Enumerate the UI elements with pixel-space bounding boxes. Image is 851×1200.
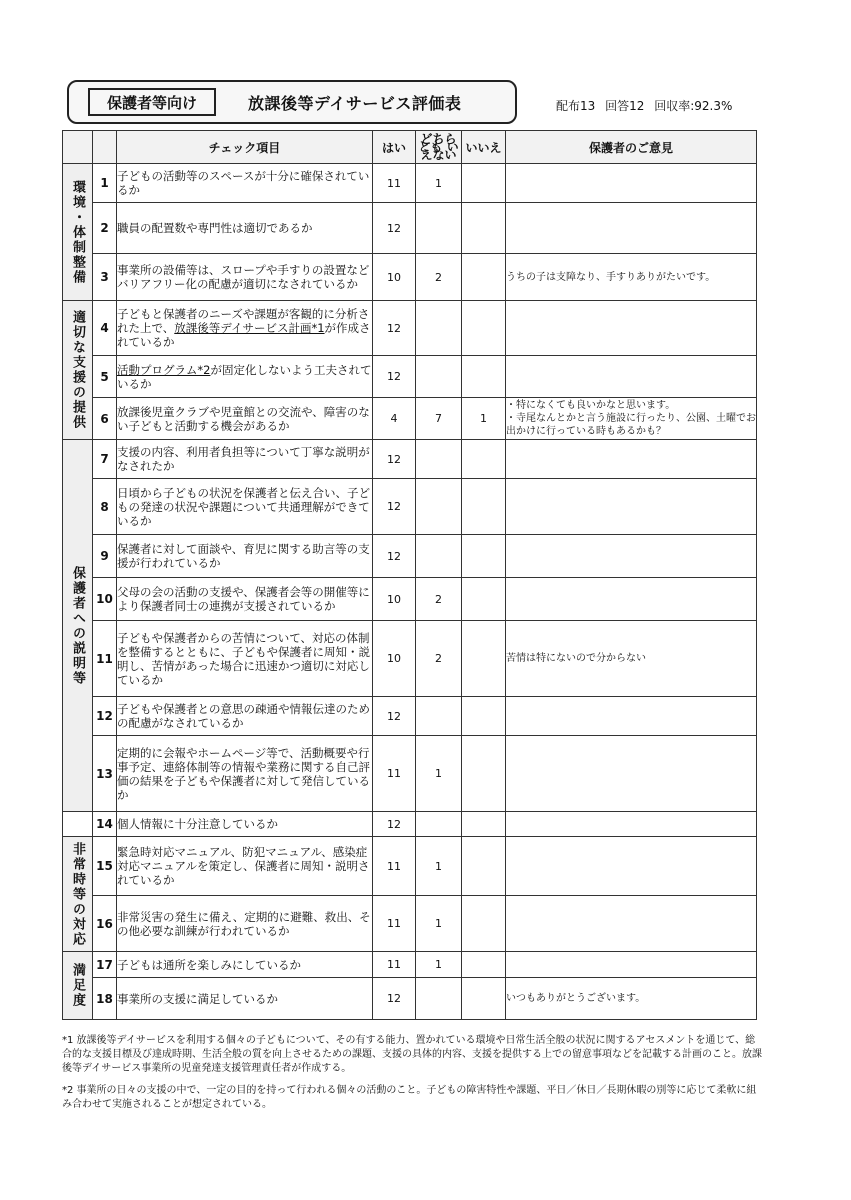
no-count: 1: [462, 398, 506, 440]
footnote-1: *1 放課後等デイサービスを利用する個々の子どもについて、その有する能力、置かれている環境や日常生活全般の状況に関するアセスメントを通じて、総合的な支援目標及び達成時期、生活全般の質を向上させるための課題、支援の具体的内容、支援を提供する上での留意事項などを記載する計画のこと。放課後等デイサービス事業所の児童発達支援管理責任者が作成する。: [62, 1035, 762, 1074]
row-number: 13: [93, 736, 117, 812]
no-count: [462, 837, 506, 896]
row-text: 父母の会の活動の支援や、保護者会等の開催等により保護者同士の連携が支援されているか: [117, 578, 373, 621]
row-number: 7: [93, 440, 117, 479]
table-row: [63, 952, 757, 978]
no-count: [462, 812, 506, 837]
no-count: [462, 479, 506, 535]
neither-count: 2: [416, 621, 462, 697]
table-row: [63, 479, 757, 535]
evaluation-table: [62, 130, 757, 1020]
table-row: [63, 837, 757, 896]
comment-cell: [506, 479, 757, 535]
yes-count: 11: [373, 736, 416, 812]
no-count: [462, 578, 506, 621]
row-text: 緊急時対応マニュアル、防犯マニュアル、感染症対応マニュアルを策定し、保護者に周知・説明されているか: [117, 837, 373, 896]
yes-count: 12: [373, 440, 416, 479]
header-blank: [63, 131, 93, 164]
row-number: 12: [93, 697, 117, 736]
table-row: [63, 621, 757, 697]
neither-count: 2: [416, 254, 462, 301]
row-text: 子どもの活動等のスペースが十分に確保されているか: [117, 164, 373, 203]
comment-cell: [506, 301, 757, 356]
no-count: [462, 952, 506, 978]
row-text: 非常災害の発生に備え、定期的に避難、救出、その他必要な訓練が行われているか: [117, 896, 373, 952]
distributed-count: 配布13: [556, 99, 596, 113]
table-row: [63, 254, 757, 301]
category-support: 適切な支援の提供: [63, 301, 93, 440]
row-text: [117, 356, 373, 398]
yes-count: 10: [373, 621, 416, 697]
row-number: 10: [93, 578, 117, 621]
row-text: 日頃から子どもの状況を保護者と伝え合い、子どもの発達の状況や課題について共通理解ができているか: [117, 479, 373, 535]
page-title: 放課後等デイサービス評価表: [248, 94, 462, 113]
yes-count: 12: [373, 812, 416, 837]
row-text: 子どもは通所を楽しみにしているか: [117, 952, 373, 978]
yes-count: 12: [373, 978, 416, 1020]
yes-count: 11: [373, 952, 416, 978]
no-count: [462, 697, 506, 736]
footnotes: [62, 1034, 762, 1120]
neither-count: 1: [416, 896, 462, 952]
yes-count: 12: [373, 356, 416, 398]
table-row: [63, 164, 757, 203]
neither-count: [416, 535, 462, 578]
row-text: 保護者に対して面談や、育児に関する助言等の支援が行われているか: [117, 535, 373, 578]
category-blank: [63, 812, 93, 837]
neither-count: [416, 812, 462, 837]
response-stats: [556, 97, 732, 114]
response-rate: 回収率:92.3%: [654, 99, 733, 113]
row-number: 3: [93, 254, 117, 301]
no-count: [462, 978, 506, 1020]
answered-count: 回答12: [605, 99, 645, 113]
neither-count: 1: [416, 736, 462, 812]
row-number: 11: [93, 621, 117, 697]
table-row: [63, 896, 757, 952]
neither-count: 2: [416, 578, 462, 621]
row-text: 支援の内容、利用者負担等について丁寧な説明がなされたか: [117, 440, 373, 479]
comment-cell: ・特になくても良いかなと思います。 ・寺尾なんとかと言う施設に行ったり、公園、土曜でお出かけに行っている時もあるかも？: [506, 398, 757, 440]
header-blank: [93, 131, 117, 164]
neither-count: [416, 356, 462, 398]
row-number: 14: [93, 812, 117, 837]
neither-count: [416, 301, 462, 356]
row-number: 1: [93, 164, 117, 203]
footnote-2: *2 事業所の日々の支援の中で、一定の目的を持って行われる個々の活動のこと。子どもの障害特性や課題、平日／休日／長期休暇の別等に応じて柔軟に組み合わせて実施されることが想定されている。: [62, 1085, 757, 1110]
category-explanation: 保護者への説明等: [63, 440, 93, 812]
program-term: 活動プログラム*2: [117, 362, 211, 377]
row-text-part: 子どもと保護者のニーズや課題が客観的に分析された上で、: [117, 307, 370, 335]
yes-count: 11: [373, 164, 416, 203]
yes-count: 12: [373, 479, 416, 535]
yes-count: 12: [373, 535, 416, 578]
header-row: [63, 131, 757, 164]
neither-count: [416, 479, 462, 535]
row-number: 2: [93, 203, 117, 254]
col-neither: どちらとも いえない: [416, 131, 462, 164]
comment-cell: いつもありがとうございます。: [506, 978, 757, 1020]
yes-count: 11: [373, 837, 416, 896]
comment-cell: [506, 440, 757, 479]
row-text-part: が固定化しないよう工夫されているか: [117, 362, 372, 391]
neither-count: 1: [416, 164, 462, 203]
row-text: 職員の配置数や専門性は適切であるか: [117, 203, 373, 254]
comment-cell: [506, 203, 757, 254]
row-number: 8: [93, 479, 117, 535]
no-count: [462, 254, 506, 301]
table-row: [63, 440, 757, 479]
row-text: 事業所の支援に満足しているか: [117, 978, 373, 1020]
comment-cell: [506, 837, 757, 896]
neither-count: [416, 440, 462, 479]
row-text: 個人情報に十分注意しているか: [117, 812, 373, 837]
comment-cell: [506, 356, 757, 398]
table-row: [63, 398, 757, 440]
no-count: [462, 440, 506, 479]
comment-cell: [506, 896, 757, 952]
row-text: 子どもや保護者との意思の疎通や情報伝達のための配慮がなされているか: [117, 697, 373, 736]
no-count: [462, 164, 506, 203]
plan-term: 放課後等デイサービス計画*1: [174, 321, 325, 335]
row-text-part: が作成されているか: [117, 321, 371, 349]
no-count: [462, 203, 506, 254]
comment-cell: [506, 812, 757, 837]
no-count: [462, 301, 506, 356]
category-satisfaction: 満足度: [63, 952, 93, 1020]
col-item: チェック項目: [117, 131, 373, 164]
row-number: 4: [93, 301, 117, 356]
neither-count: 1: [416, 952, 462, 978]
yes-count: 11: [373, 896, 416, 952]
row-text: 定期的に会報やホームページ等で、活動概要や行事予定、連絡体制等の情報や業務に関する自己評価の結果を子どもや保護者に対して発信しているか: [117, 736, 373, 812]
neither-count: [416, 978, 462, 1020]
target-label: 保護者等向け: [88, 88, 216, 116]
no-count: [462, 621, 506, 697]
category-environment: 環境・体制整備: [63, 164, 93, 301]
neither-count: [416, 203, 462, 254]
yes-count: 12: [373, 203, 416, 254]
row-text: 子どもや保護者からの苦情について、対応の体制を整備するとともに、子どもや保護者に周知・説明し、苦情があった場合に迅速かつ適切に対応しているか: [117, 621, 373, 697]
row-number: 15: [93, 837, 117, 896]
col-comment: 保護者のご意見: [506, 131, 757, 164]
row-number: 16: [93, 896, 117, 952]
table-row: [63, 203, 757, 254]
no-count: [462, 356, 506, 398]
row-text: 事業所の設備等は、スロープや手すりの設置などバリアフリー化の配慮が適切になされているか: [117, 254, 373, 301]
no-count: [462, 535, 506, 578]
category-emergency: 非常時等の対応: [63, 837, 93, 952]
table-row: [63, 978, 757, 1020]
yes-count: 12: [373, 301, 416, 356]
comment-cell: 苦情は特にないので分からない: [506, 621, 757, 697]
row-text: [117, 301, 373, 356]
table-row: [63, 301, 757, 356]
comment-cell: [506, 535, 757, 578]
comment-cell: [506, 164, 757, 203]
no-count: [462, 736, 506, 812]
row-number: 17: [93, 952, 117, 978]
comment-cell: [506, 697, 757, 736]
table-row: [63, 535, 757, 578]
row-number: 18: [93, 978, 117, 1020]
table-row: [63, 736, 757, 812]
neither-count: 7: [416, 398, 462, 440]
no-count: [462, 896, 506, 952]
comment-cell: [506, 952, 757, 978]
table-row: [63, 697, 757, 736]
table-row: [63, 578, 757, 621]
table-row: [63, 356, 757, 398]
neither-count: 1: [416, 837, 462, 896]
row-text: 放課後児童クラブや児童館との交流や、障害のない子どもと活動する機会があるか: [117, 398, 373, 440]
yes-count: 4: [373, 398, 416, 440]
yes-count: 10: [373, 254, 416, 301]
neither-count: [416, 697, 462, 736]
comment-cell: うちの子は支障なり、手すりありがたいです。: [506, 254, 757, 301]
row-number: 6: [93, 398, 117, 440]
yes-count: 10: [373, 578, 416, 621]
col-yes: はい: [373, 131, 416, 164]
table-row: [63, 812, 757, 837]
row-number: 9: [93, 535, 117, 578]
col-no: いいえ: [462, 131, 506, 164]
comment-cell: [506, 578, 757, 621]
row-number: 5: [93, 356, 117, 398]
comment-cell: [506, 736, 757, 812]
yes-count: 12: [373, 697, 416, 736]
